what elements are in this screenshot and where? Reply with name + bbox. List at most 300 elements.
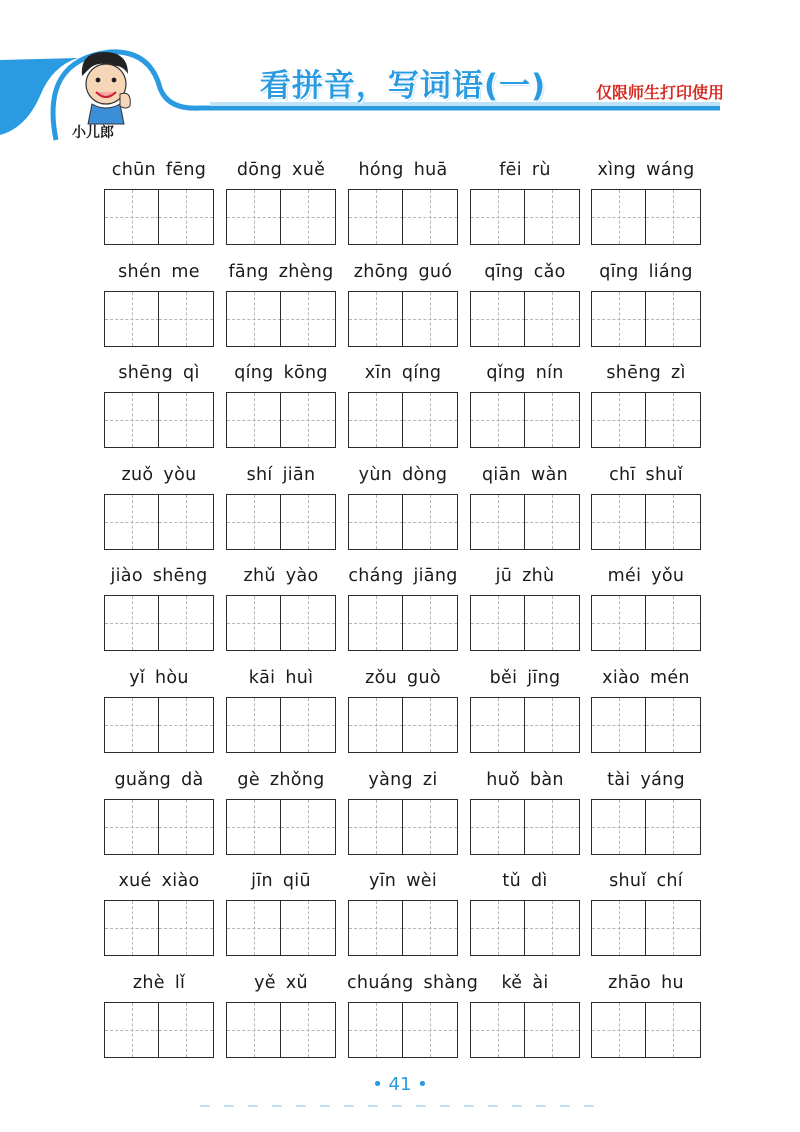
pinyin-syllable: zhōng	[353, 262, 409, 282]
pinyin-syllable: huā	[413, 160, 448, 180]
pinyin-syllable: shēng	[118, 363, 174, 383]
pinyin-syllable: chī	[609, 465, 636, 485]
character-box[interactable]	[105, 800, 159, 854]
word-exercise	[470, 160, 580, 260]
writing-boxes[interactable]	[104, 595, 214, 651]
pinyin-syllable: wèi	[406, 871, 438, 891]
character-box[interactable]	[105, 1003, 159, 1057]
pinyin-syllable: fēng	[165, 160, 207, 180]
writing-boxes[interactable]	[104, 291, 214, 347]
pinyin-label	[464, 160, 586, 180]
pinyin-label	[98, 973, 220, 993]
writing-boxes[interactable]	[591, 1002, 701, 1058]
pinyin-syllable: guò	[407, 668, 441, 688]
character-box[interactable]	[402, 393, 457, 447]
pinyin-label	[464, 465, 586, 485]
pinyin-syllable: dì	[530, 871, 548, 891]
pinyin-syllable: yùn	[358, 465, 393, 485]
character-box[interactable]	[402, 800, 457, 854]
writing-boxes[interactable]	[591, 291, 701, 347]
word-exercise	[348, 160, 458, 260]
character-box[interactable]	[158, 800, 213, 854]
writing-boxes[interactable]	[226, 595, 336, 651]
character-box[interactable]	[524, 190, 579, 244]
word-exercise	[104, 160, 214, 260]
pinyin-syllable: jiāng	[413, 566, 458, 586]
character-box[interactable]	[280, 596, 335, 650]
character-box[interactable]	[592, 190, 646, 244]
writing-boxes[interactable]	[104, 799, 214, 855]
pinyin-label	[342, 566, 464, 586]
pinyin-label	[220, 770, 342, 790]
word-exercise	[104, 262, 214, 362]
character-box[interactable]	[524, 495, 579, 549]
character-box[interactable]	[280, 800, 335, 854]
character-box[interactable]	[105, 596, 159, 650]
character-box[interactable]	[349, 393, 403, 447]
pinyin-syllable: yàng	[368, 770, 413, 790]
pinyin-label	[220, 160, 342, 180]
pinyin-label	[220, 973, 342, 993]
word-exercise	[104, 668, 214, 768]
pinyin-syllable: zuǒ	[121, 465, 154, 485]
word-exercise	[591, 262, 701, 362]
pinyin-syllable: shēng	[152, 566, 208, 586]
pinyin-label	[585, 973, 707, 993]
pinyin-syllable: qíng	[234, 363, 274, 383]
writing-boxes[interactable]	[470, 291, 580, 347]
pinyin-syllable: dà	[181, 770, 204, 790]
character-box[interactable]	[227, 292, 281, 346]
character-box[interactable]	[105, 495, 159, 549]
writing-boxes[interactable]	[591, 189, 701, 245]
pinyin-syllable: huǒ	[486, 770, 520, 790]
writing-boxes[interactable]	[591, 595, 701, 651]
pinyin-syllable: jiào	[110, 566, 143, 586]
writing-boxes[interactable]	[348, 291, 458, 347]
page-number: • 41 •	[372, 1074, 428, 1095]
word-exercise	[591, 871, 701, 971]
pinyin-label	[98, 668, 220, 688]
character-box[interactable]	[645, 901, 700, 955]
pinyin-label	[220, 262, 342, 282]
pinyin-label	[464, 566, 586, 586]
pinyin-label	[585, 465, 707, 485]
word-exercise	[591, 668, 701, 768]
word-exercise	[470, 871, 580, 971]
character-box[interactable]	[592, 596, 646, 650]
character-box[interactable]	[592, 292, 646, 346]
word-exercise	[104, 770, 214, 870]
character-box[interactable]	[227, 1003, 281, 1057]
writing-boxes[interactable]	[591, 494, 701, 550]
character-box[interactable]	[645, 698, 700, 752]
character-box[interactable]	[280, 901, 335, 955]
character-box[interactable]	[349, 495, 403, 549]
pinyin-syllable: nín	[535, 363, 564, 383]
character-box[interactable]	[402, 901, 457, 955]
pinyin-syllable: zhǒng	[269, 770, 325, 790]
character-box[interactable]	[592, 698, 646, 752]
character-box[interactable]	[349, 901, 403, 955]
character-box[interactable]	[592, 800, 646, 854]
pinyin-syllable: dōng	[236, 160, 283, 180]
pinyin-syllable: wàn	[530, 465, 569, 485]
character-box[interactable]	[402, 1003, 457, 1057]
pinyin-syllable: hòu	[155, 668, 189, 688]
writing-boxes[interactable]	[348, 900, 458, 956]
writing-boxes[interactable]	[104, 189, 214, 245]
writing-boxes[interactable]	[226, 291, 336, 347]
word-exercise	[104, 973, 214, 1073]
pinyin-syllable: kāi	[248, 668, 276, 688]
character-box[interactable]	[524, 292, 579, 346]
pinyin-syllable: jīn	[251, 871, 273, 891]
writing-boxes[interactable]	[348, 697, 458, 753]
word-exercise	[226, 363, 336, 463]
pinyin-syllable: xué	[118, 871, 152, 891]
writing-boxes[interactable]	[104, 697, 214, 753]
pinyin-syllable: hóng	[358, 160, 404, 180]
character-box[interactable]	[402, 596, 457, 650]
pinyin-syllable: xuě	[292, 160, 326, 180]
character-box[interactable]	[524, 800, 579, 854]
word-exercise	[226, 973, 336, 1073]
character-box[interactable]	[158, 698, 213, 752]
writing-boxes[interactable]	[470, 799, 580, 855]
pinyin-syllable: qǐng	[486, 363, 526, 383]
pinyin-syllable: yòu	[163, 465, 197, 485]
pinyin-label	[342, 363, 464, 383]
pinyin-label	[220, 465, 342, 485]
pinyin-syllable: shuǐ	[609, 871, 647, 891]
word-exercise	[104, 363, 214, 463]
pinyin-syllable: jīng	[527, 668, 561, 688]
word-exercise	[347, 973, 479, 1073]
word-exercise	[226, 160, 336, 260]
character-box[interactable]	[227, 596, 281, 650]
pinyin-syllable: xiào	[161, 871, 200, 891]
pinyin-syllable: yǐ	[129, 668, 146, 688]
pinyin-label	[585, 160, 707, 180]
pinyin-syllable: lǐ	[174, 973, 186, 993]
pinyin-syllable: tǔ	[502, 871, 521, 891]
word-exercise	[348, 770, 458, 870]
pinyin-label	[464, 973, 586, 993]
pinyin-label	[98, 770, 220, 790]
character-box[interactable]	[105, 901, 159, 955]
word-exercise	[470, 363, 580, 463]
character-box[interactable]	[592, 495, 646, 549]
character-box[interactable]	[402, 698, 457, 752]
writing-boxes[interactable]	[470, 392, 580, 448]
pinyin-syllable: chūn	[111, 160, 156, 180]
character-box[interactable]	[105, 190, 159, 244]
pinyin-syllable: cǎo	[533, 262, 566, 282]
character-box[interactable]	[645, 596, 700, 650]
pinyin-syllable: cháng	[348, 566, 404, 586]
character-box[interactable]	[592, 1003, 646, 1057]
pinyin-syllable: mén	[650, 668, 690, 688]
pinyin-syllable: me	[171, 262, 200, 282]
pinyin-label	[220, 363, 342, 383]
character-box[interactable]	[280, 393, 335, 447]
character-box[interactable]	[280, 190, 335, 244]
pinyin-label	[98, 363, 220, 383]
pinyin-syllable: qíng	[401, 363, 442, 383]
pinyin-syllable: zhāo	[608, 973, 652, 993]
character-box[interactable]	[280, 495, 335, 549]
character-box[interactable]	[592, 393, 646, 447]
writing-boxes[interactable]	[226, 494, 336, 550]
character-box[interactable]	[227, 190, 281, 244]
writing-boxes[interactable]	[470, 595, 580, 651]
pinyin-syllable: chí	[656, 871, 683, 891]
writing-boxes[interactable]	[226, 392, 336, 448]
pinyin-syllable: liáng	[648, 262, 693, 282]
pinyin-syllable: ài	[532, 973, 549, 993]
character-box[interactable]	[524, 901, 579, 955]
character-box[interactable]	[158, 901, 213, 955]
pinyin-syllable: chuáng	[347, 973, 414, 993]
character-box[interactable]	[227, 901, 281, 955]
word-exercise	[470, 668, 580, 768]
pinyin-label	[464, 262, 586, 282]
word-exercise	[591, 363, 701, 463]
pinyin-syllable: zi	[422, 770, 438, 790]
character-box[interactable]	[105, 393, 159, 447]
writing-boxes[interactable]	[470, 494, 580, 550]
pinyin-label	[585, 566, 707, 586]
character-box[interactable]	[471, 596, 525, 650]
pinyin-label	[342, 668, 464, 688]
character-box[interactable]	[280, 698, 335, 752]
word-exercise	[591, 160, 701, 260]
word-exercise	[591, 973, 701, 1073]
pinyin-label	[464, 770, 586, 790]
writing-boxes[interactable]	[591, 697, 701, 753]
character-box[interactable]	[471, 393, 525, 447]
pinyin-syllable: fēi	[499, 160, 522, 180]
character-box[interactable]	[349, 292, 403, 346]
writing-boxes[interactable]	[348, 595, 458, 651]
writing-boxes[interactable]	[470, 1002, 580, 1058]
pinyin-label	[464, 363, 586, 383]
pinyin-syllable: zǒu	[365, 668, 398, 688]
character-box[interactable]	[402, 495, 457, 549]
character-box[interactable]	[158, 596, 213, 650]
mascot-label: 小儿郎	[72, 125, 114, 141]
word-exercise	[470, 465, 580, 565]
pinyin-syllable: shí	[246, 465, 273, 485]
character-box[interactable]	[158, 393, 213, 447]
pinyin-syllable: shén	[118, 262, 162, 282]
pinyin-label	[464, 668, 586, 688]
word-exercise	[348, 465, 458, 565]
word-exercise	[226, 871, 336, 971]
character-box[interactable]	[349, 1003, 403, 1057]
word-exercise	[348, 668, 458, 768]
character-box[interactable]	[645, 495, 700, 549]
pinyin-syllable: yáng	[640, 770, 685, 790]
writing-boxes[interactable]	[104, 1002, 214, 1058]
character-box[interactable]	[402, 190, 457, 244]
character-box[interactable]	[471, 1003, 525, 1057]
writing-boxes[interactable]	[348, 799, 458, 855]
character-box[interactable]	[645, 393, 700, 447]
pinyin-syllable: qì	[183, 363, 200, 383]
character-box[interactable]	[158, 292, 213, 346]
character-box[interactable]	[471, 698, 525, 752]
pinyin-syllable: gè	[237, 770, 260, 790]
pinyin-syllable: xiào	[602, 668, 641, 688]
writing-boxes[interactable]	[470, 900, 580, 956]
pinyin-syllable: kě	[501, 973, 523, 993]
character-box[interactable]	[402, 292, 457, 346]
pinyin-syllable: qiān	[481, 465, 521, 485]
writing-boxes[interactable]	[470, 189, 580, 245]
pinyin-label	[98, 160, 220, 180]
pinyin-label	[585, 363, 707, 383]
pinyin-label	[585, 770, 707, 790]
word-exercise	[104, 871, 214, 971]
character-box[interactable]	[471, 292, 525, 346]
pinyin-syllable: xìng	[597, 160, 637, 180]
writing-boxes[interactable]	[348, 1002, 458, 1058]
writing-boxes[interactable]	[104, 494, 214, 550]
writing-boxes[interactable]	[226, 189, 336, 245]
character-box[interactable]	[524, 393, 579, 447]
pinyin-syllable: huì	[285, 668, 314, 688]
pinyin-syllable: guǎng	[114, 770, 172, 790]
character-box[interactable]	[471, 190, 525, 244]
pinyin-label	[342, 871, 464, 891]
pinyin-syllable: zhè	[132, 973, 165, 993]
character-box[interactable]	[227, 800, 281, 854]
pinyin-syllable: zhù	[522, 566, 555, 586]
character-box[interactable]	[158, 190, 213, 244]
pinyin-label	[98, 871, 220, 891]
character-box[interactable]	[280, 292, 335, 346]
pinyin-syllable: wáng	[646, 160, 695, 180]
pinyin-syllable: zhǔ	[243, 566, 276, 586]
pinyin-label	[342, 262, 464, 282]
character-box[interactable]	[471, 800, 525, 854]
writing-boxes[interactable]	[591, 900, 701, 956]
character-box[interactable]	[524, 596, 579, 650]
character-box[interactable]	[471, 495, 525, 549]
pinyin-syllable: shuǐ	[645, 465, 683, 485]
pinyin-syllable: yào	[285, 566, 319, 586]
writing-boxes[interactable]	[591, 799, 701, 855]
word-exercise	[348, 262, 458, 362]
word-exercise	[470, 566, 580, 666]
character-box[interactable]	[349, 800, 403, 854]
writing-boxes[interactable]	[226, 900, 336, 956]
pinyin-syllable: guó	[418, 262, 453, 282]
writing-boxes[interactable]	[104, 900, 214, 956]
word-exercise	[470, 262, 580, 362]
pinyin-label	[342, 973, 479, 993]
writing-boxes[interactable]	[348, 189, 458, 245]
pinyin-syllable: dòng	[402, 465, 448, 485]
word-exercise	[226, 566, 336, 666]
word-exercise	[226, 262, 336, 362]
pinyin-label	[342, 160, 464, 180]
pinyin-syllable: qīng	[599, 262, 639, 282]
pinyin-syllable: jū	[495, 566, 513, 586]
character-box[interactable]	[524, 698, 579, 752]
character-box[interactable]	[227, 393, 281, 447]
word-exercise	[226, 770, 336, 870]
writing-boxes[interactable]	[348, 392, 458, 448]
word-exercise	[470, 770, 580, 870]
character-box[interactable]	[592, 901, 646, 955]
pinyin-syllable: méi	[607, 566, 642, 586]
pinyin-syllable: běi	[489, 668, 518, 688]
pinyin-syllable: qīng	[484, 262, 524, 282]
writing-boxes[interactable]	[226, 1002, 336, 1058]
page-title: 看拼音，写词语(一)	[259, 68, 547, 104]
character-box[interactable]	[227, 698, 281, 752]
word-exercise	[591, 566, 701, 666]
character-box[interactable]	[105, 698, 159, 752]
pinyin-syllable: kōng	[283, 363, 328, 383]
character-box[interactable]	[524, 1003, 579, 1057]
word-exercise	[104, 566, 214, 666]
character-box[interactable]	[349, 190, 403, 244]
word-exercise	[348, 871, 458, 971]
character-box[interactable]	[645, 1003, 700, 1057]
word-exercise	[470, 973, 580, 1073]
writing-boxes[interactable]	[226, 799, 336, 855]
character-box[interactable]	[471, 901, 525, 955]
pinyin-label	[464, 871, 586, 891]
writing-boxes[interactable]	[104, 392, 214, 448]
pinyin-syllable: xǔ	[285, 973, 308, 993]
character-box[interactable]	[280, 1003, 335, 1057]
writing-boxes[interactable]	[348, 494, 458, 550]
character-box[interactable]	[227, 495, 281, 549]
word-exercise	[226, 668, 336, 768]
pinyin-label	[585, 871, 707, 891]
word-exercise	[104, 465, 214, 565]
word-exercise	[348, 566, 458, 666]
character-box[interactable]	[645, 800, 700, 854]
pinyin-syllable: yǒu	[651, 566, 685, 586]
pinyin-syllable: tài	[607, 770, 631, 790]
pinyin-syllable: yīn	[368, 871, 397, 891]
writing-boxes[interactable]	[591, 392, 701, 448]
pinyin-syllable: zì	[671, 363, 686, 383]
character-box[interactable]	[645, 190, 700, 244]
footer-decoration	[200, 1102, 600, 1110]
word-exercise	[591, 465, 701, 565]
writing-boxes[interactable]	[470, 697, 580, 753]
pinyin-label	[98, 465, 220, 485]
word-exercise	[591, 770, 701, 870]
character-box[interactable]	[105, 292, 159, 346]
character-box[interactable]	[158, 1003, 213, 1057]
pinyin-syllable: jiān	[282, 465, 316, 485]
character-box[interactable]	[645, 292, 700, 346]
character-box[interactable]	[158, 495, 213, 549]
pinyin-syllable: yě	[254, 973, 276, 993]
character-box[interactable]	[349, 596, 403, 650]
character-box[interactable]	[349, 698, 403, 752]
writing-boxes[interactable]	[226, 697, 336, 753]
pinyin-label	[98, 566, 220, 586]
